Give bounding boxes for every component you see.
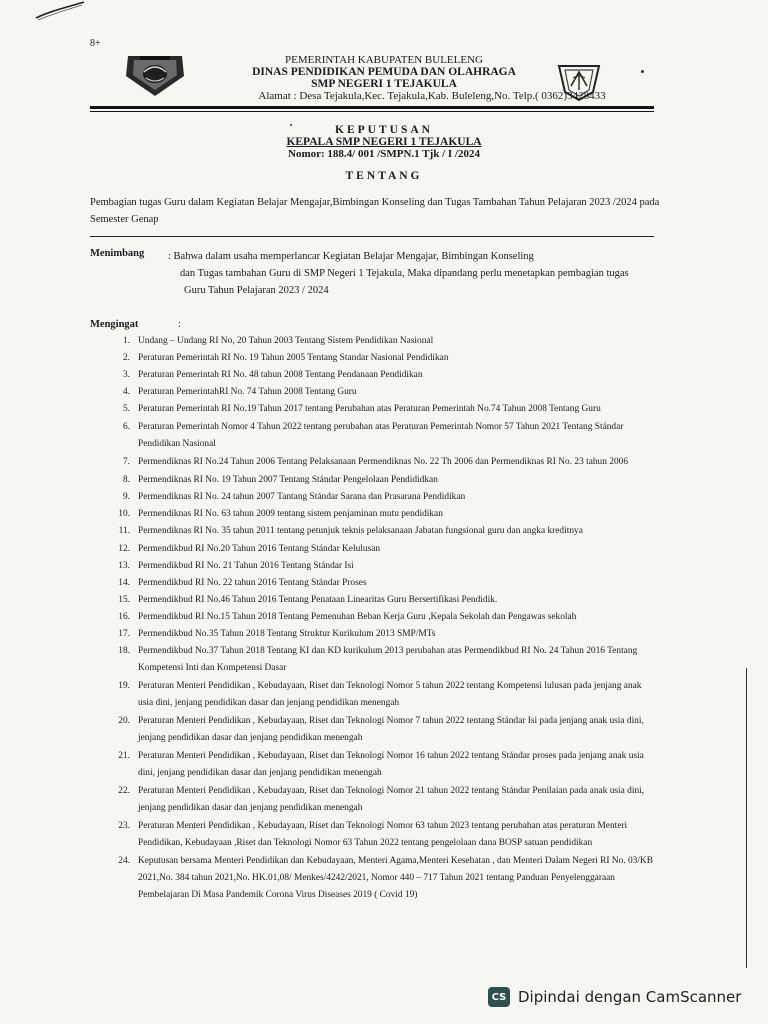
letterhead-line1: PEMERINTAH KABUPATEN BULELENG [285, 54, 483, 66]
mengingat-item-text: Peraturan Pemerintah RI No. 48 tahun 2008 Tentang Pendanaan Pendidikan [138, 370, 423, 380]
mengingat-item-text: Permendikbud RI No.46 Tahun 2016 Tentang Penataan Linearitas Guru Bersertifikasi Pendidik. [138, 595, 498, 605]
mengingat-item-number: 15. [118, 595, 130, 605]
menimbang-line1: : Bahwa dalam usaha memperlancar Kegiatan Belajar Mengajar, Bimbingan Konseling [168, 251, 534, 262]
mengingat-item [108, 454, 656, 471]
mengingat-item-text: Keputusan bersama Menteri Pendidikan dan Kebudayaan, Menteri Agama,Menteri Kesehatan , dan Menteri Dalam Negeri RI No. 03/KB 2021,No. 384 tahun 2021,No. HK.01,08/ Menkes/4242/2021, Nomor 440 – 717 Tahun 2021 tentang Panduan Penyelenggaraan Pembelajaran Di Masa Pandemik Corona Virus Diseases 2019 ( Covid 19) [138, 856, 653, 900]
mengingat-item-number: 7. [122, 457, 130, 467]
mengingat-item [108, 626, 656, 643]
menimbang-line2: dan Tugas tambahan Guru di SMP Negeri 1 Tejakula, Maka dipandang perlu menetapkan pembagian tugas [180, 268, 629, 279]
mengingat-item [108, 350, 656, 367]
mengingat-item-number: 13. [118, 561, 130, 571]
mengingat-item-text: Peraturan Menteri Pendidikan , Kebudayaan, Riset dan Teknologi Nomor 16 tahun 2022 tentang Stándar proses pada jenjang anak usia dini, jenjang pendidikan dasar dan jenjang pendidikan menengah [138, 751, 644, 778]
mengingat-item [108, 367, 656, 384]
mengingat-item [108, 818, 656, 852]
doc-title-keputusan: KEPUTUSAN [335, 124, 433, 136]
page-tag: 8+ [90, 38, 101, 49]
mengingat-item-text: Peraturan Menteri Pendidikan , Kebudayaan, Riset dan Teknologi Nomor 7 tahun 2022 tentang Stándar Isi pada jenjang anak usia dini, jenjang pendidikan dasar dan jenjang pendidikan menengah [138, 716, 644, 743]
mengingat-item-number: 20. [118, 716, 130, 726]
mengingat-item-text: Permendikbud RI No. 21 Tahun 2016 Tentang Stándar Isi [138, 561, 354, 571]
mengingat-label: Mengingat [90, 319, 139, 330]
mengingat-item [108, 384, 656, 401]
mengingat-item [108, 401, 656, 418]
doc-title-tentang: TENTANG [345, 170, 423, 182]
mengingat-item [108, 609, 656, 626]
mengingat-item-number: 4. [122, 387, 130, 397]
mengingat-item [108, 558, 656, 575]
mengingat-item-number: 12. [118, 544, 130, 554]
mengingat-item-text: Peraturan Menteri Pendidikan , Kebudayaan, Riset dan Teknologi Nomor 63 tahun 2023 tentang perubahan atas peraturan Menteri Pendidikan, Kebudayaan ,Riset dan Teknologi Nomor 63 Tahun 2022 tentang pengelolaan dana BOSP satuan pendidikan [138, 821, 628, 848]
mengingat-item [108, 678, 656, 712]
camscanner-label: Dipindai dengan CamScanner [518, 988, 742, 1006]
mengingat-item [108, 506, 656, 523]
mengingat-list [108, 333, 656, 905]
doc-subject: Pembagian tugas Guru dalam Kegiatan Belajar Mengajar,Bimbingan Konseling dan Tugas Tambahan Tahun Pelajaran 2023 /2024 pada Semester Genap [90, 197, 660, 225]
mengingat-item-number: 10. [118, 509, 130, 519]
letterhead-address: Alamat : Desa Tejakula,Kec. Tejakula,Kab. Buleleng,No. Telp.( 0362)3428433 [258, 90, 606, 102]
mengingat-item-number: 19. [118, 681, 130, 691]
mengingat-item-number: 11. [118, 526, 130, 536]
mengingat-item-number: 21. [118, 751, 130, 761]
letterhead-rule-thin [90, 111, 654, 112]
mengingat-item [108, 419, 656, 453]
mengingat-item-number: 16. [118, 612, 130, 622]
camscanner-watermark [488, 985, 741, 1009]
letterhead-rule-thick [90, 106, 654, 109]
mengingat-item-number: 18. [118, 646, 130, 656]
letterhead [0, 54, 768, 102]
mengingat-item [108, 333, 656, 350]
mengingat-item [108, 523, 656, 540]
camscanner-icon: CS [488, 987, 510, 1007]
mengingat-colon: : [178, 319, 181, 330]
mengingat-item-number: 24. [118, 856, 130, 866]
mengingat-item-text: Peraturan Menteri Pendidikan , Kebudayaan, Riset dan Teknologi Nomor 5 tahun 2022 tentang Kompetensi lulusan pada jenjang anak usia dini, jenjang pendidikan dasar dan jenjang pendidikan menengah [138, 681, 642, 708]
subject-rule [90, 236, 654, 237]
mengingat-item [108, 783, 656, 817]
mengingat-item-text: Permendiknas RI No. 24 tahun 2007 Tantang Stándar Sarana dan Prasarana Pendidikan [138, 492, 466, 502]
doc-title-kepala: KEPALA SMP NEGERI 1 TEJAKULA [286, 136, 482, 148]
mengingat-item-text: Permendiknas RI No. 19 Tahun 2007 Tentang Stándar Pengelolaan Pendididkan [138, 475, 438, 485]
mengingat-item-text: Permendikbud RI No.15 Tahun 2018 Tentang Pemenuhan Beban Kerja Guru ,Kepala Sekolah dan Pengawas sekolah [138, 612, 577, 622]
menimbang-text [168, 248, 658, 299]
mengingat-item-number: 6. [122, 422, 130, 432]
mengingat-item-text: Peraturan Pemerintah RI No. 19 Tahun 2005 Tentang Standar Nasional Pendidikan [138, 353, 449, 363]
mengingat-item-number: 14. [118, 578, 130, 588]
letterhead-line2: DINAS PENDIDIKAN PEMUDA DAN OLAHRAGA [252, 66, 516, 78]
mengingat-item-number: 5. [122, 404, 130, 414]
mengingat-item-text: Undang – Undang RI No, 20 Tahun 2003 Tentang Sistem Pendidikan Nasional [138, 336, 434, 346]
mengingat-item-text: Permendikbud RI No. 22 tahun 2016 Tentang Stándar Proses [138, 578, 367, 588]
pen-scribble [34, 0, 86, 22]
mengingat-item-number: 17. [118, 629, 130, 639]
mengingat-item-text: Peraturan Menteri Pendidikan , Kebudayaan, Riset dan Teknologi Nomor 21 tahun 2022 tentang Stándar Penilaian pada anak usia dini, jenjang pendidikan dasar dan jenjang pendidikan menengah [138, 786, 645, 813]
mengingat-item-text: Permendikbud No.35 Tahun 2018 Tentang Struktur Kurikulum 2013 SMP/MTs [138, 629, 436, 639]
mengingat-item-text: Permendikbud RI No.20 Tahun 2016 Tentang Stándar Kelulusan [138, 544, 381, 554]
mengingat-item [108, 643, 656, 677]
mengingat-item [108, 541, 656, 558]
mengingat-item [108, 592, 656, 609]
letterhead-line3: SMP NEGERI 1 TEJAKULA [311, 78, 457, 90]
mengingat-item-number: 9. [122, 492, 130, 502]
mengingat-item-number: 2. [122, 353, 130, 363]
mengingat-item-text: Peraturan Pemerintah RI No.19 Tahun 2017 tentang Perubahan atas Peraturan Pemerintah No.74 Tahun 2008 Tentang Guru [138, 404, 601, 414]
menimbang-line3: Guru Tahun Pelajaran 2023 / 2024 [184, 285, 329, 296]
mengingat-item-number: 3. [122, 370, 130, 380]
mengingat-item [108, 748, 656, 782]
mengingat-item [108, 575, 656, 592]
doc-number: Nomor: 188.4/ 001 /SMPN.1 Tjk / I /2024 [288, 148, 480, 160]
mengingat-item-text: Permendikbud No.37 Tahun 2018 Tentang KI dan KD kurikulum 2013 perubahan atas Permendikbud RI No. 24 Tahun 2016 Tentang Kompetensi Inti dan Kompetensi Dasar [138, 646, 638, 673]
mengingat-item-text: Permendiknas RI No.24 Tahun 2006 Tentang Pelaksanaan Permendiknas No. 22 Th 2006 dan Permendiknas RI No. 23 tahun 2006 [138, 457, 629, 467]
mengingat-item-number: 8. [122, 475, 130, 485]
mengingat-item-number: 23. [118, 821, 130, 831]
mengingat-item-text: Permendiknas RI No. 35 tahun 2011 tentang petunjuk teknis pelaksanaan Jabatan fungsional guru dan angka kreditnya [138, 526, 583, 536]
mengingat-item-text: Peraturan Pemerintah Nomor 4 Tahun 2022 tentang perubahan atas Peraturan Pemerintah Nomor 57 Tahun 2021 Tentang Stándar Pendidikan Nasional [138, 422, 624, 449]
mengingat-item [108, 713, 656, 747]
mengingat-item-text: Permendiknas RI No. 63 tahun 2009 tentang sistem penjaminan mutu pendidikan [138, 509, 443, 519]
mengingat-item [108, 489, 656, 506]
mengingat-item-number: 1. [122, 336, 130, 346]
mengingat-item-text: Peraturan PemerintahRI No. 74 Tahun 2008 Tentang Guru [138, 387, 357, 397]
scan-edge-line [746, 668, 747, 968]
mengingat-item [108, 853, 656, 904]
menimbang-label: Menimbang [90, 248, 145, 259]
mengingat-item-number: 22. [118, 786, 130, 796]
mengingat-item [108, 472, 656, 489]
